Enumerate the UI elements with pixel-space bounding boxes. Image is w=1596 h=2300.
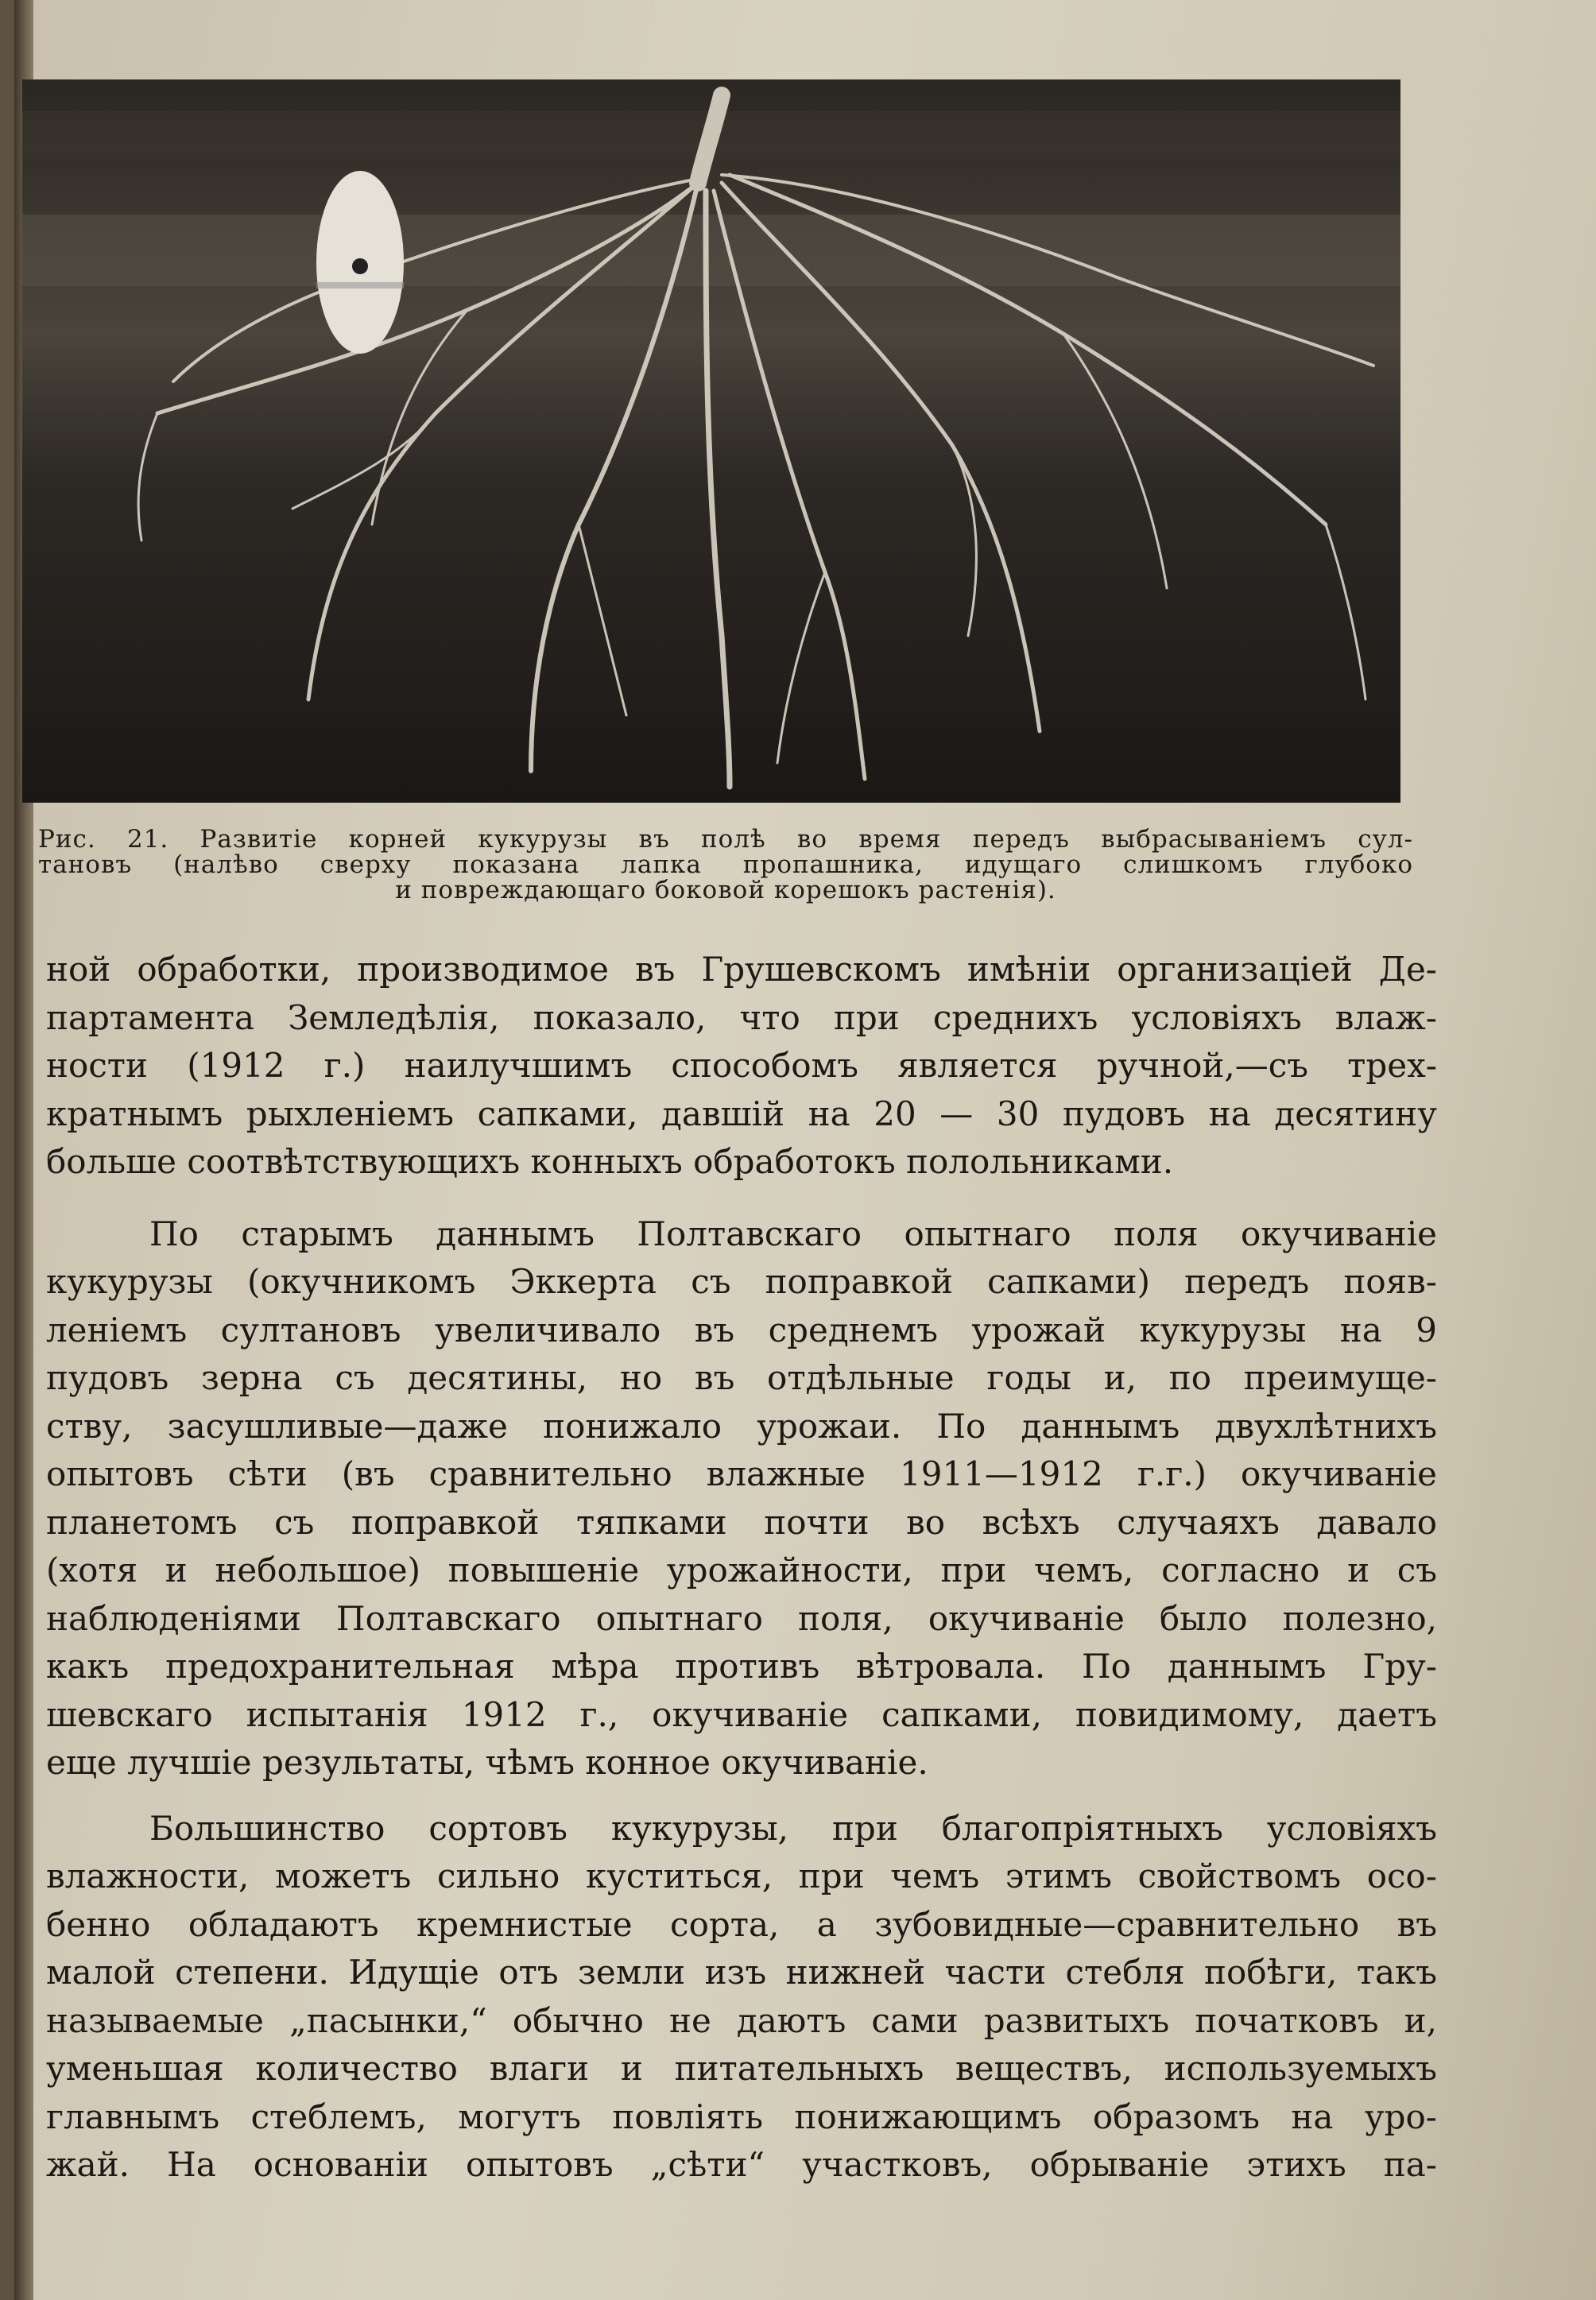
text-line: кукурузы (окучникомъ Эккерта съ поправкой сапками) передъ появ-: [46, 1262, 1437, 1301]
text-line: планетомъ съ поправкой тяпками почти во всѣхъ случаяхъ давало: [46, 1502, 1437, 1542]
caption-line: и повреждающаго боковой корешокъ растенія).: [395, 876, 1056, 904]
text-line: наблюденіями Полтавскаго опытнаго поля, окучиваніе было полезно,: [46, 1598, 1437, 1638]
text-line: опытовъ сѣти (въ сравнительно влажные 1911—1912 г.г.) окучиваніе: [46, 1454, 1437, 1493]
cultivator-shovel-shape: [316, 171, 404, 354]
paragraph-1: [46, 946, 1437, 1187]
caption-line: тановъ (налѣво сверху показана лапка пропашника, идущаго слишкомъ глубоко: [38, 850, 1413, 879]
text-line: леніемъ султановъ увеличивало въ среднемъ урожай кукурузы на 9: [46, 1310, 1437, 1349]
text-line: шевскаго испытанія 1912 г., окучиваніе сапками, повидимому, даетъ: [46, 1694, 1437, 1734]
text-line: Большинство сортовъ кукурузы, при благопріятныхъ условіяхъ: [149, 1808, 1437, 1848]
text-line: пудовъ зерна съ десятины, но въ отдѣльные годы и, по преимуще-: [46, 1358, 1437, 1397]
figure-photo: [22, 79, 1400, 803]
text-line: бенно обладаютъ кремнистые сорта, а зубовидные—сравнительно въ: [46, 1904, 1437, 1944]
text-line: еще лучшіе результаты, чѣмъ конное окучиваніе.: [46, 1743, 928, 1782]
text-line: ности (1912 г.) наилучшимъ способомъ является ручной,—съ трех-: [46, 1046, 1437, 1085]
text-line: влажности, можетъ сильно куститься, при чемъ этимъ свойствомъ осо-: [46, 1857, 1437, 1895]
caption-line: Рис. 21. Развитіе корней кукурузы въ полѣ во время передъ выбрасываніемъ сул-: [38, 825, 1413, 854]
text-line: ству, засушливые—даже понижало урожаи. По даннымъ двухлѣтнихъ: [46, 1406, 1437, 1446]
text-line: главнымъ стеблемъ, могутъ повліять понижающимъ образомъ на уро-: [46, 2097, 1437, 2136]
text-line: (хотя и небольшое) повышеніе урожайности, при чемъ, согласно и съ: [46, 1551, 1437, 1589]
body-text: [46, 946, 1437, 2190]
text-line: партамента Земледѣлія, показало, что при среднихъ условіяхъ влаж-: [46, 997, 1437, 1037]
text-line: ной обработки, производимое въ Грушевскомъ имѣніи организаціей Де-: [46, 950, 1437, 989]
paragraph-3: [46, 1805, 1437, 2190]
text-line: кратнымъ рыхленіемъ сапками, давшій на 20 — 30 пудовъ на десятину: [46, 1094, 1437, 1133]
text-line: какъ предохранительная мѣра противъ вѣтровала. По даннымъ Гру-: [46, 1647, 1437, 1686]
text-line: жай. На основаніи опытовъ „сѣти“ участковъ, обрываніе этихъ па-: [46, 2145, 1437, 2184]
paragraph-2: [46, 1210, 1437, 1787]
text-line: уменьшая количество влаги и питательныхъ веществъ, используемыхъ: [46, 2049, 1437, 2088]
text-line: больше соотвѣтствующихъ конныхъ обработокъ полольниками.: [46, 1142, 1174, 1181]
text-line: малой степени. Идущіе отъ земли изъ нижней части стебля побѣги, такъ: [46, 1953, 1437, 1992]
figure-caption: [38, 827, 1413, 903]
text-line: По старымъ даннымъ Полтавскаго опытнаго поля окучиваніе: [149, 1214, 1437, 1253]
book-page: [14, 0, 1596, 2300]
text-line: называемые „пасынки,“ обычно не даютъ сами развитыхъ початковъ и,: [46, 2000, 1437, 2040]
